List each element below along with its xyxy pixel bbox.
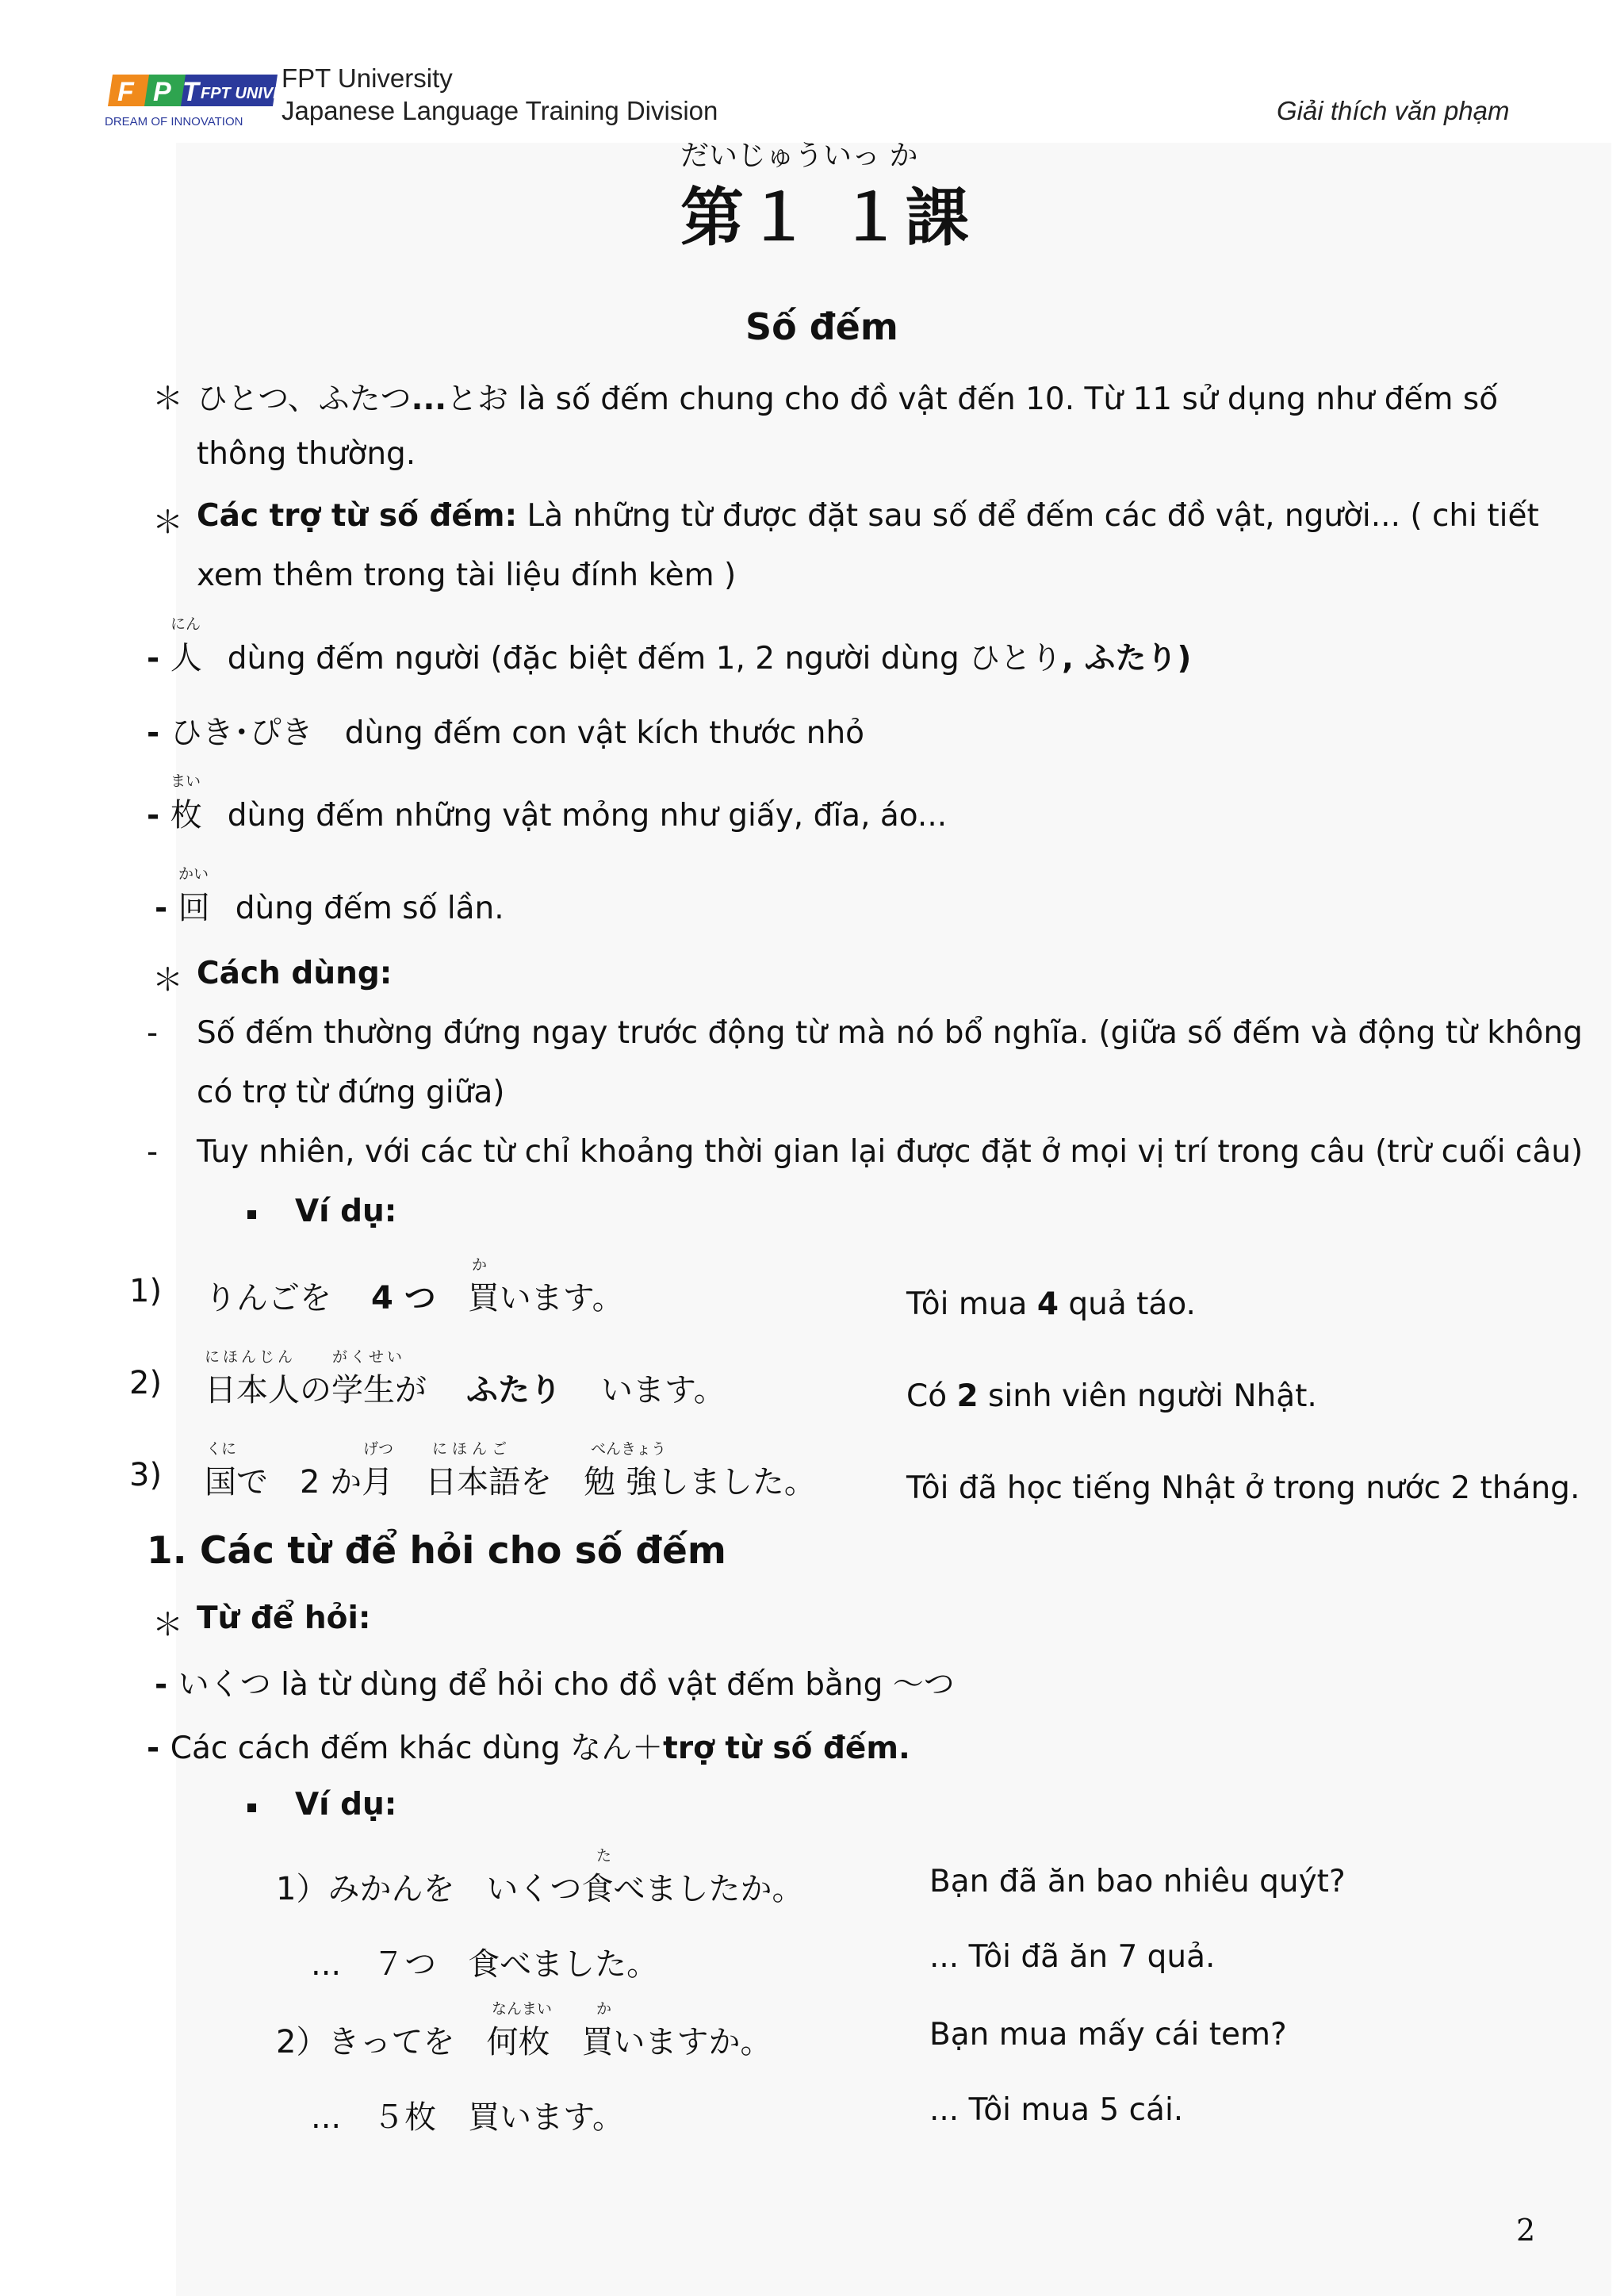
question-example-jp: ... ５枚 買います。 [311, 2099, 624, 2136]
counter-item: - ひき･ぴき dùng đếm con vật kích thước nhỏ [147, 715, 865, 751]
example-ruby: に ほ ん ご [432, 1440, 508, 1458]
question-example-vn: Bạn đã ăn bao nhiêu quýt? [929, 1864, 1346, 1899]
counter-ruby: かい [178, 865, 209, 883]
example-ruby: にほんじん がくせい [205, 1348, 406, 1366]
example-ruby: か [596, 2000, 612, 2018]
intro-paragraph-2-cont: xem thêm trong tài liệu đính kèm ) [197, 558, 737, 593]
usage-line-1-cont: có trợ từ đứng giữa) [197, 1075, 505, 1110]
example-label: Ví dụ: [295, 1194, 397, 1229]
org-division: Japanese Language Training Division [282, 96, 718, 125]
example-ruby: た [596, 1847, 612, 1865]
example-vn: Tôi mua 4 quả táo. [906, 1286, 1196, 1322]
asterisk-bullet: ＊ [152, 963, 184, 999]
page-number: 2 [1516, 2213, 1536, 2248]
usage-line-2: Tuy nhiên, với các từ chỉ khoảng thời gian lại được đặt ở mọi vị trí trong câu (trừ cuối câu) [197, 1134, 1584, 1170]
section-1-title: 1. Các từ để hỏi cho số đếm [147, 1529, 726, 1573]
asterisk-bullet: ＊ [152, 1608, 184, 1643]
fpt-logo [103, 67, 331, 130]
asterisk-bullet: ＊ [152, 381, 184, 417]
question-example-jp: 2）きってを 何枚 買いますか。 [276, 2024, 772, 2060]
example-ruby: べんきょう [591, 1440, 667, 1458]
intro-paragraph-2: Các trợ từ số đếm: Là những từ được đặt sau số để đếm các đồ vật, người... ( chi tiết [197, 498, 1539, 534]
example-vn: Có 2 sinh viên người Nhật. [906, 1378, 1317, 1414]
example-number: 2) [129, 1365, 163, 1401]
counter-ruby: まい [170, 772, 201, 790]
svg-text:P: P [153, 77, 171, 107]
header-right-title: Giải thích văn phạm [1277, 96, 1510, 125]
section-title: Số đếm [745, 305, 898, 348]
lesson-ruby: だいじゅういっ か [680, 140, 918, 172]
counter-item: - 枚 dùng đếm những vật mỏng như giấy, đĩa, áo... [147, 797, 948, 834]
example-vn: Tôi đã học tiếng Nhật ở trong nước 2 tháng. [906, 1470, 1580, 1506]
question-example-vn: ... Tôi mua 5 cái. [929, 2092, 1184, 2128]
lesson-title: 第１ １課 [680, 181, 972, 255]
square-bullet [247, 1207, 256, 1222]
example-ruby: げつ [363, 1440, 394, 1458]
svg-text:T: T [182, 77, 199, 107]
intro-paragraph-1: ひとつ、ふたつ...とお là số đếm chung cho đồ vật đến 10. Từ 11 sử dụng như đếm số [197, 381, 1499, 417]
example-jp: りんごを 4 つ 買います。 [205, 1280, 624, 1317]
usage-line-1: Số đếm thường đứng ngay trước động từ mà nó bổ nghĩa. (giữa số đếm và động từ không [197, 1015, 1583, 1051]
question-example-jp: 1）みかんを いくつ食べましたか。 [276, 1871, 804, 1907]
question-heading: Từ để hỏi: [197, 1600, 371, 1636]
example-ruby: か [472, 1256, 488, 1274]
example-ruby: なんまい [492, 2000, 553, 2018]
example-number: 3) [129, 1457, 163, 1493]
counter-item: - 回 dùng đếm số lần. [155, 890, 504, 926]
counter-ruby: にん [170, 615, 201, 633]
dash-bullet: - [147, 1134, 159, 1170]
svg-text:FPT UNIVERSITY: FPT UNIVERSITY [201, 85, 331, 102]
intro-paragraph-1-cont: thông thường. [197, 436, 416, 472]
example-number: 1) [129, 1273, 163, 1309]
question-example-vn: ... Tôi đã ăn 7 quả. [929, 1939, 1216, 1975]
question-example-vn: Bạn mua mấy cái tem? [929, 2017, 1287, 2053]
svg-text:F: F [117, 77, 134, 107]
square-bullet [247, 1800, 256, 1815]
example-jp: 国で 2 か月 日本語を 勉 強しました。 [205, 1464, 816, 1501]
org-name: FPT University [282, 63, 453, 93]
example-jp: 日本人の学生が ふたり います。 [205, 1372, 726, 1409]
example-ruby: くに [206, 1440, 237, 1458]
dash-bullet: - [147, 1015, 159, 1051]
question-line-1: - いくつ là từ dùng để hỏi cho đồ vật đếm bằng ～つ [155, 1667, 955, 1703]
example-label: Ví dụ: [295, 1787, 397, 1823]
asterisk-bullet: ＊ [152, 505, 184, 541]
svg-text:DREAM OF INNOVATION: DREAM OF INNOVATION [105, 115, 243, 128]
question-example-jp: ... ７つ 食べました。 [311, 1946, 659, 1983]
counter-item: - 人 dùng đếm người (đặc biệt đếm 1, 2 người dùng ひとり, ふたり) [147, 640, 1192, 677]
question-line-2: - Các cách đếm khác dùng なん＋trợ từ số đếm. [147, 1731, 910, 1766]
usage-heading: Cách dùng: [197, 956, 393, 991]
